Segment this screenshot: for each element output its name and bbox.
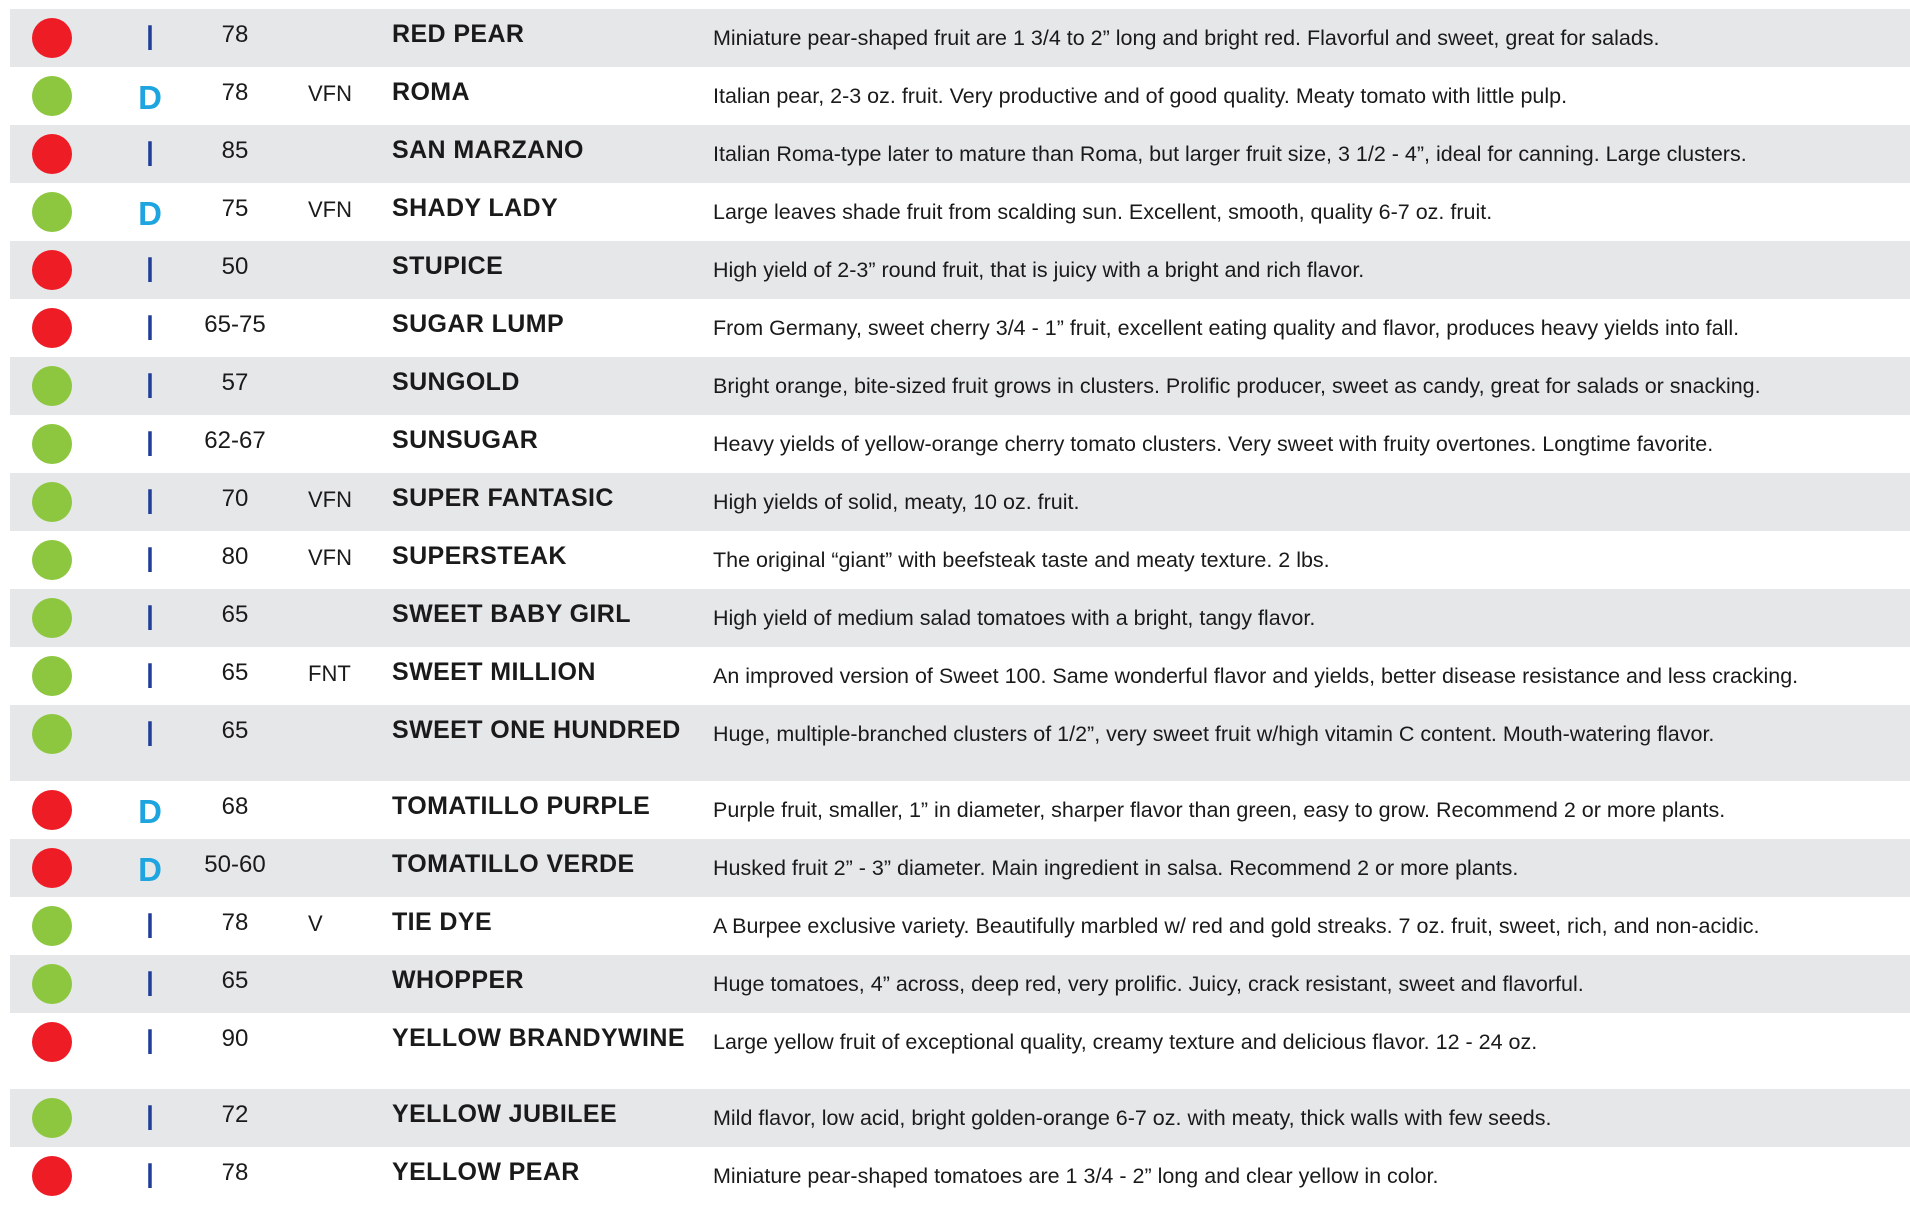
days-to-maturity: 85 xyxy=(221,137,249,164)
days-to-maturity: 70 xyxy=(221,485,249,512)
days-to-maturity: 65-75 xyxy=(204,311,266,338)
red-dot-icon xyxy=(32,250,72,290)
variety-name: YELLOW BRANDYWINE xyxy=(392,1024,685,1052)
days-to-maturity: 72 xyxy=(221,1101,249,1128)
disease-resistance: FNT xyxy=(308,661,351,686)
growth-type: I xyxy=(146,599,154,639)
variety-description: Bright orange, bite-sized fruit grows in clusters. Prolific producer, sweet as candy, great for salads or snacking. xyxy=(713,374,1761,398)
variety-name: SHADY LADY xyxy=(392,194,559,222)
variety-description: A Burpee exclusive variety. Beautifully marbled w/ red and gold streaks. 7 oz. fruit, sweet, rich, and non-acidic. xyxy=(713,914,1760,938)
variety-description: Large yellow fruit of exceptional quality, creamy texture and delicious flavor. 12 - 24 oz. xyxy=(713,1030,1538,1054)
variety-name: RED PEAR xyxy=(392,20,525,48)
table-row xyxy=(10,1147,1910,1205)
days-to-maturity: 78 xyxy=(221,21,249,48)
growth-type: I xyxy=(146,907,154,947)
table-row xyxy=(10,647,1910,705)
growth-type: I xyxy=(146,309,154,349)
red-dot-icon xyxy=(32,18,72,58)
green-dot-icon xyxy=(32,598,72,638)
variety-description: Huge tomatoes, 4” across, deep red, very prolific. Juicy, crack resistant, sweet and flavorful. xyxy=(713,972,1584,996)
days-to-maturity: 65 xyxy=(221,601,249,628)
days-to-maturity: 65 xyxy=(221,717,249,744)
days-to-maturity: 50-60 xyxy=(204,851,266,878)
table-row xyxy=(10,67,1910,125)
table-row xyxy=(10,357,1910,415)
table-row xyxy=(10,125,1910,183)
variety-name: TOMATILLO VERDE xyxy=(392,850,635,878)
growth-type: I xyxy=(146,1157,154,1197)
days-to-maturity: 80 xyxy=(221,543,249,570)
table-row xyxy=(10,781,1910,839)
table-row xyxy=(10,183,1910,241)
variety-description: Huge, multiple-branched clusters of 1/2”, very sweet fruit w/high vitamin C content. Mouth-watering flavor. xyxy=(713,722,1715,746)
growth-type: I xyxy=(146,1023,154,1063)
red-dot-icon xyxy=(32,848,72,888)
variety-name: SUNSUGAR xyxy=(392,426,539,454)
days-to-maturity: 78 xyxy=(221,1159,249,1186)
variety-description: An improved version of Sweet 100. Same wonderful flavor and yields, better disease resistance and less cracking. xyxy=(713,664,1799,688)
green-dot-icon xyxy=(32,964,72,1004)
variety-name: SUPERSTEAK xyxy=(392,542,567,570)
growth-type: D xyxy=(138,79,162,116)
variety-name: SWEET MILLION xyxy=(392,658,596,686)
table-row xyxy=(10,299,1910,357)
red-dot-icon xyxy=(32,308,72,348)
disease-resistance: VFN xyxy=(308,487,352,512)
disease-resistance: VFN xyxy=(308,81,352,106)
growth-type: I xyxy=(146,965,154,1005)
variety-description: Miniature pear-shaped tomatoes are 1 3/4 - 2” long and clear yellow in color. xyxy=(713,1164,1439,1188)
days-to-maturity: 50 xyxy=(221,253,249,280)
days-to-maturity: 65 xyxy=(221,659,249,686)
green-dot-icon xyxy=(32,76,72,116)
red-dot-icon xyxy=(32,1022,72,1062)
green-dot-icon xyxy=(32,192,72,232)
table-row xyxy=(10,839,1910,897)
green-dot-icon xyxy=(32,714,72,754)
red-dot-icon xyxy=(32,134,72,174)
days-to-maturity: 90 xyxy=(221,1025,249,1052)
green-dot-icon xyxy=(32,656,72,696)
variety-name: WHOPPER xyxy=(392,966,524,994)
variety-description: Italian Roma-type later to mature than Roma, but larger fruit size, 3 1/2 - 4”, ideal for canning. Large clusters. xyxy=(713,142,1747,166)
growth-type: I xyxy=(146,1099,154,1139)
table-row xyxy=(10,897,1910,955)
growth-type: I xyxy=(146,425,154,465)
days-to-maturity: 78 xyxy=(221,79,249,106)
table-row xyxy=(10,241,1910,299)
red-dot-icon xyxy=(32,790,72,830)
variety-description: Husked fruit 2” - 3” diameter. Main ingredient in salsa. Recommend 2 or more plants. xyxy=(713,856,1519,880)
green-dot-icon xyxy=(32,906,72,946)
table-row xyxy=(10,473,1910,531)
variety-description: Purple fruit, smaller, 1” in diameter, sharper flavor than green, easy to grow. Recommend 2 or more plants. xyxy=(713,798,1726,822)
disease-resistance: V xyxy=(308,911,323,936)
growth-type: I xyxy=(146,251,154,291)
variety-name: SUNGOLD xyxy=(392,368,520,396)
variety-name: TIE DYE xyxy=(392,908,493,936)
growth-type: I xyxy=(146,541,154,581)
growth-type: I xyxy=(146,715,154,755)
green-dot-icon xyxy=(32,482,72,522)
table-row xyxy=(10,705,1910,781)
days-to-maturity: 68 xyxy=(221,793,249,820)
growth-type: I xyxy=(146,483,154,523)
table-row xyxy=(10,9,1910,67)
variety-name: SWEET ONE HUNDRED xyxy=(392,716,681,744)
variety-name: YELLOW JUBILEE xyxy=(392,1100,618,1128)
table-row xyxy=(10,1089,1910,1147)
variety-name: SWEET BABY GIRL xyxy=(392,600,631,628)
variety-name: SUGAR LUMP xyxy=(392,310,565,338)
variety-description: The original “giant” with beefsteak taste and meaty texture. 2 lbs. xyxy=(713,548,1330,572)
variety-name: SAN MARZANO xyxy=(392,136,584,164)
green-dot-icon xyxy=(32,540,72,580)
disease-resistance: VFN xyxy=(308,545,352,570)
table-row xyxy=(10,531,1910,589)
variety-name: STUPICE xyxy=(392,252,504,280)
table-row xyxy=(10,415,1910,473)
variety-name: SUPER FANTASIC xyxy=(392,484,614,512)
variety-description: Miniature pear-shaped fruit are 1 3/4 to 2” long and bright red. Flavorful and sweet, great for salads. xyxy=(713,26,1660,50)
green-dot-icon xyxy=(32,366,72,406)
growth-type: D xyxy=(138,195,162,232)
variety-description: High yield of medium salad tomatoes with a bright, tangy flavor. xyxy=(713,606,1316,630)
variety-description: Mild flavor, low acid, bright golden-orange 6-7 oz. with meaty, thick walls with few seeds. xyxy=(713,1106,1552,1130)
growth-type: I xyxy=(146,135,154,175)
variety-description: Italian pear, 2-3 oz. fruit. Very productive and of good quality. Meaty tomato with little pulp. xyxy=(713,84,1568,108)
growth-type: D xyxy=(138,851,162,888)
growth-type: D xyxy=(138,793,162,830)
variety-name: ROMA xyxy=(392,78,470,106)
days-to-maturity: 65 xyxy=(221,967,249,994)
growth-type: I xyxy=(146,657,154,697)
disease-resistance: VFN xyxy=(308,197,352,222)
growth-type: I xyxy=(146,19,154,59)
variety-description: High yield of 2-3” round fruit, that is juicy with a bright and rich flavor. xyxy=(713,258,1365,282)
days-to-maturity: 75 xyxy=(221,195,249,222)
growth-type: I xyxy=(146,367,154,407)
days-to-maturity: 62-67 xyxy=(204,427,266,454)
variety-description: Large leaves shade fruit from scalding sun. Excellent, smooth, quality 6-7 oz. fruit. xyxy=(713,200,1493,224)
green-dot-icon xyxy=(32,424,72,464)
red-dot-icon xyxy=(32,1156,72,1196)
days-to-maturity: 57 xyxy=(221,369,249,396)
table-row xyxy=(10,589,1910,647)
variety-description: Heavy yields of yellow-orange cherry tomato clusters. Very sweet with fruity overtones. Longtime favorite. xyxy=(713,432,1714,456)
table-row xyxy=(10,955,1910,1013)
variety-description: High yields of solid, meaty, 10 oz. fruit. xyxy=(713,490,1080,514)
days-to-maturity: 78 xyxy=(221,909,249,936)
green-dot-icon xyxy=(32,1098,72,1138)
variety-name: YELLOW PEAR xyxy=(392,1158,580,1186)
table-row xyxy=(10,1013,1910,1089)
variety-name: TOMATILLO PURPLE xyxy=(392,792,651,820)
variety-description: From Germany, sweet cherry 3/4 - 1” fruit, excellent eating quality and flavor, produces heavy yields into fall. xyxy=(713,316,1740,340)
